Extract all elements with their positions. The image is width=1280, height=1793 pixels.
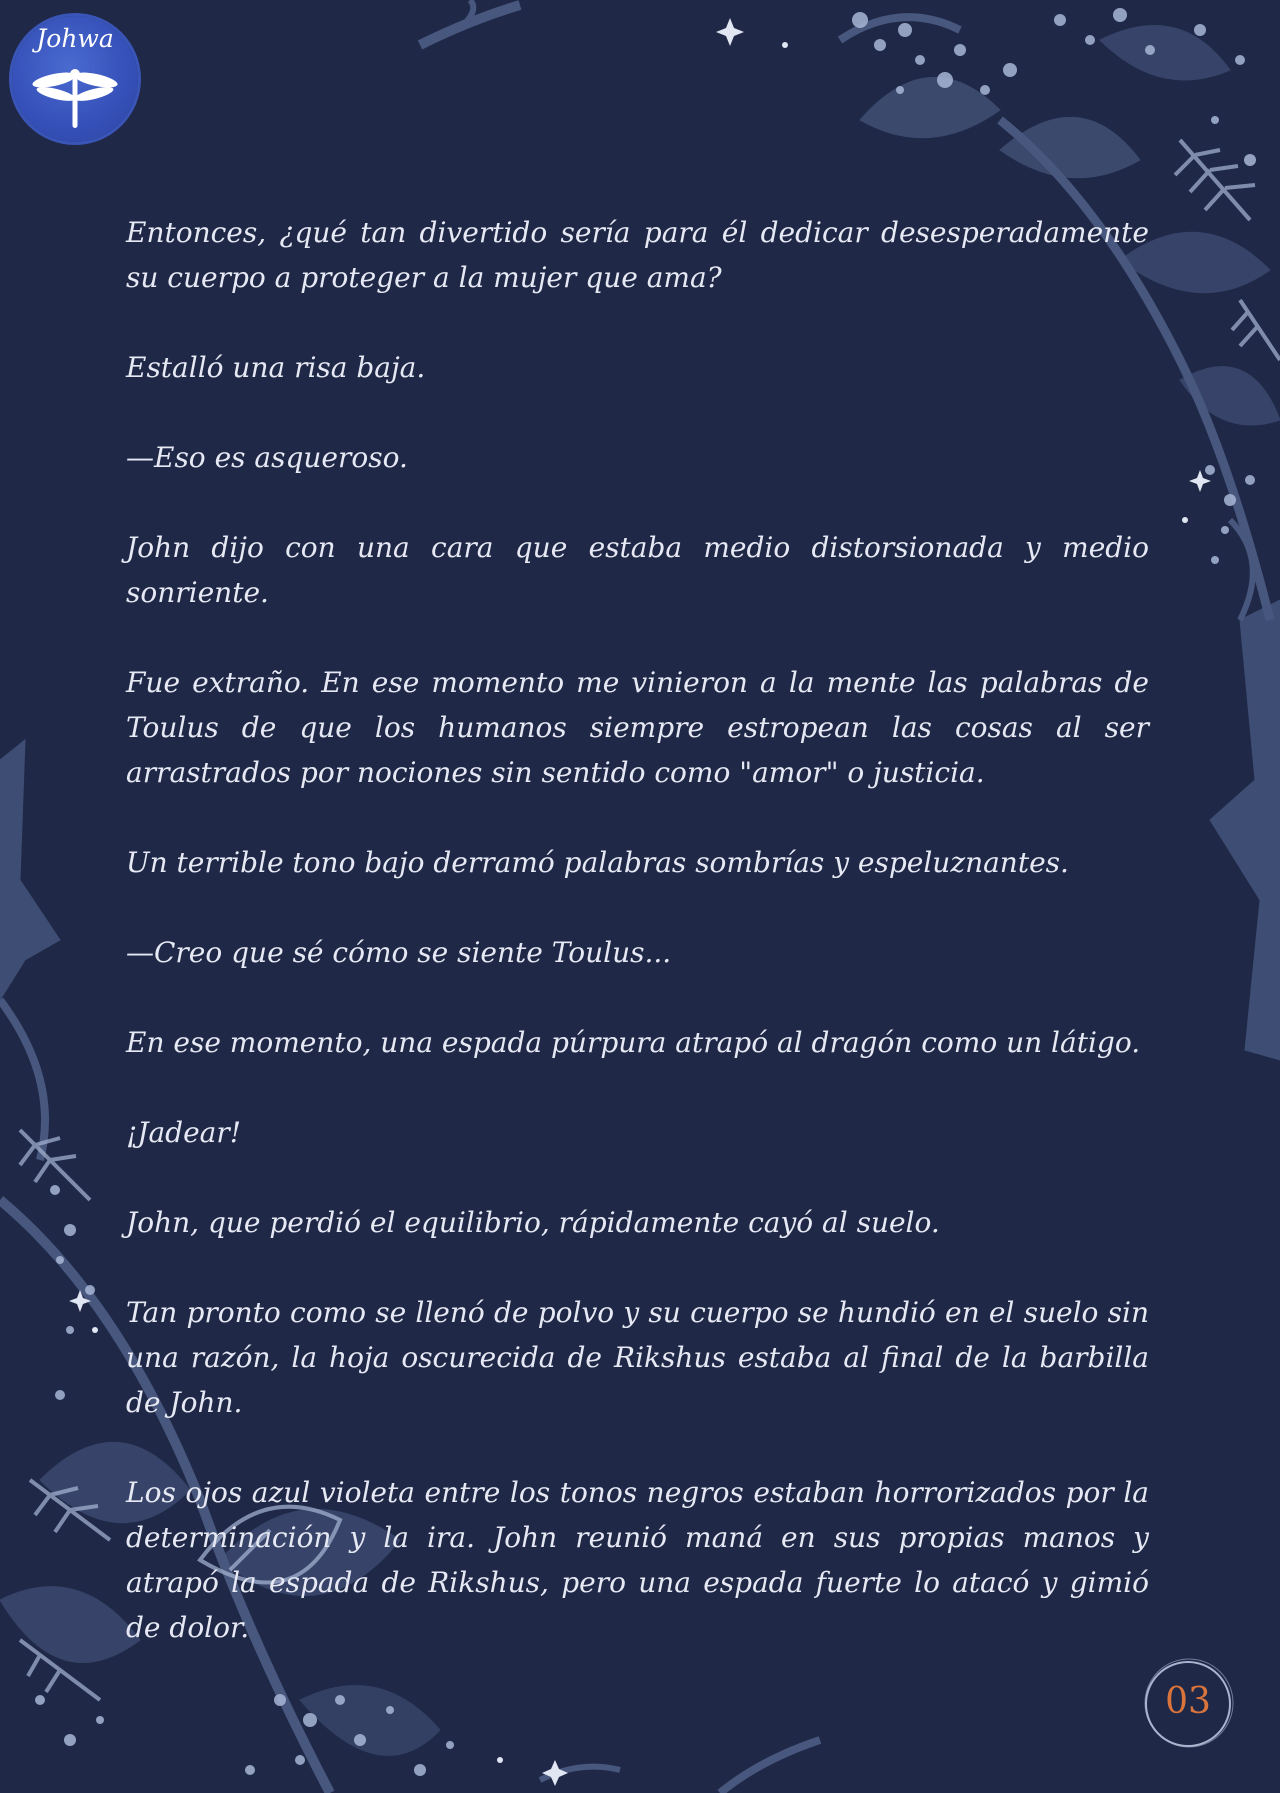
page-number	[1140, 1656, 1236, 1752]
paragraph: En ese momento, una espada púrpura atrapó al dragón como un látigo.	[126, 1026, 1141, 1059]
paragraph: ¡Jadear!	[126, 1116, 241, 1149]
paragraph: —Eso es asqueroso.	[126, 441, 408, 474]
paragraph: Un terrible tono bajo derramó palabras sombrías y espeluznantes.	[126, 846, 1069, 879]
paragraph: Entonces, ¿qué tan divertido sería para él dedicar desesperadamente su cuerpo a proteger a la mujer que ama?	[126, 216, 1149, 294]
story-text	[126, 210, 1149, 1695]
paragraph: John dijo con una cara que estaba medio distorsionada y medio sonriente.	[126, 531, 1149, 609]
paragraph: —Creo que sé cómo se siente Toulus...	[126, 936, 672, 969]
paragraph: Fue extraño. En ese momento me vinieron a la mente las palabras de Toulus de que los humanos siempre estropean las cosas al ser arrastrados por nociones sin sentido como "amor" o justicia.	[126, 666, 1149, 789]
page-number-text: 03	[1165, 1681, 1211, 1722]
dragonfly-icon	[30, 60, 120, 130]
johwa-logo	[12, 16, 138, 142]
paragraph: Los ojos azul violeta entre los tonos negros estaban horrorizados por la determinación y la ira. John reunió maná en sus propias manos y atrapó la espada de Rikshus, pero una espada fuerte lo atacó y gimió de dolor.	[126, 1476, 1149, 1644]
paragraph: Estalló una risa baja.	[126, 351, 426, 384]
paragraph: John, que perdió el equilibrio, rápidamente cayó al suelo.	[126, 1206, 940, 1239]
logo-text: Johwa	[36, 24, 114, 53]
paragraph: Tan pronto como se llenó de polvo y su cuerpo se hundió en el suelo sin una razón, la hoja oscurecida de Rikshus estaba al final de la barbilla de John.	[126, 1296, 1149, 1419]
